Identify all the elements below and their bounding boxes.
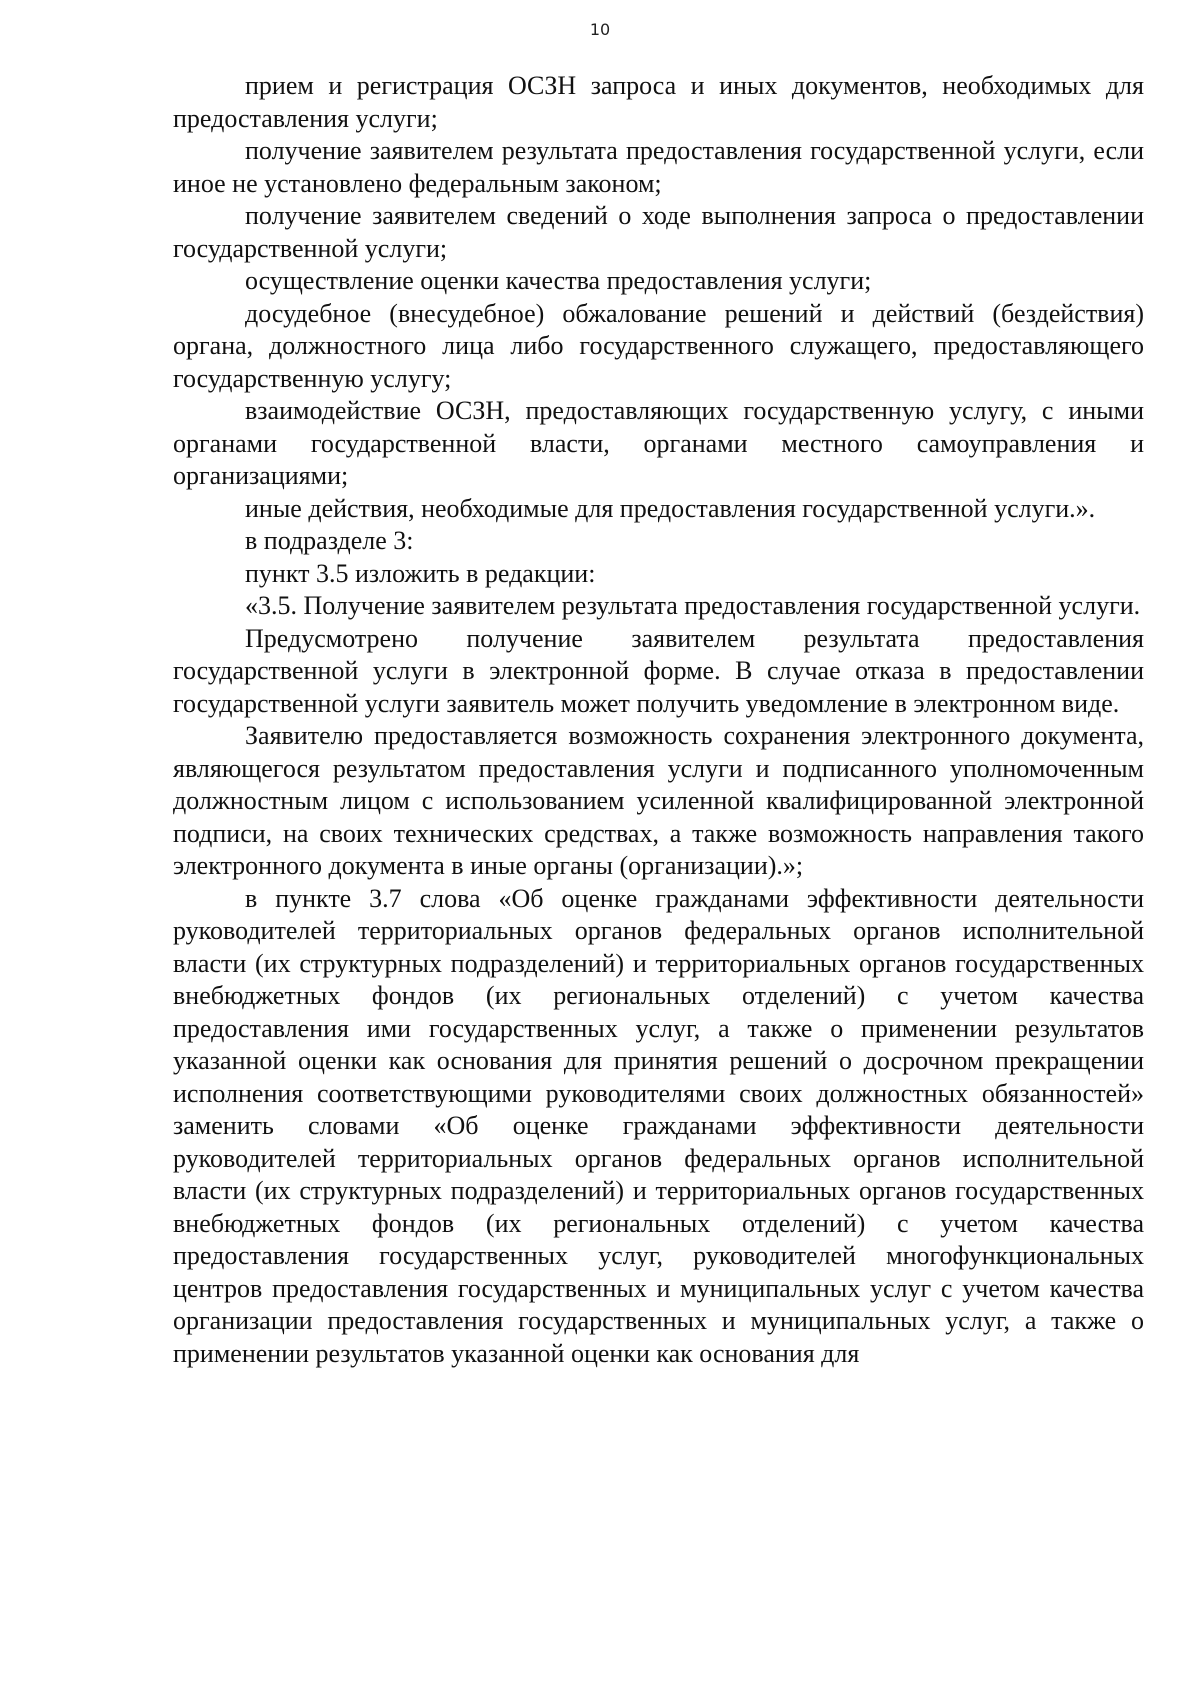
- paragraph: «3.5. Получение заявителем результата предоставления государственной услуги.: [245, 591, 1141, 620]
- paragraph: иные действия, необходимые для предоставления государственной услуги.».: [245, 493, 1096, 523]
- paragraph: взаимодействие ОСЗН, предоставляющих государственную услугу, с иными органами государственной власти, органами местного самоуправления и организациями;: [173, 396, 1144, 490]
- paragraph: досудебное (внесудебное) обжалование решений и действий (бездействия) органа, должностного лица либо государственного служащего, предоставляющего государственную услугу;: [173, 298, 1144, 393]
- paragraph: в пункте 3.7 слова «Об оценке гражданами эффективности деятельности руководителей территориальных органов федеральных органов исполнительной власти (их структурных подразделений) и территориальных органов государственных внебюджетных фондов (их региональных отделений) с учетом качества предоставления ими государственных услуг, а также о применении результатов указанной оценки как основания для принятия решений о досрочном прекращении исполнения соответствующими руководителями своих должностных обязанностей» заменить словами «Об оценке гражданами эффективности деятельности руководителей территориальных органов федеральных органов исполнительной власти (их структурных подразделений) и территориальных органов государственных внебюджетных фондов (их региональных отделений) с учетом качества предоставления государственных услуг, руководителей многофункциональных центров предоставления государственных и муниципальных услуг с учетом качества организации предоставления государственных и муниципальных услуг, а также о применении результатов указанной оценки как основания для: [173, 883, 1144, 1368]
- paragraph: осуществление оценки качества предоставления услуги;: [245, 266, 872, 295]
- paragraph: пункт 3.5 изложить в редакции:: [245, 558, 596, 588]
- document-body: [173, 70, 1144, 1370]
- paragraph: в подразделе 3:: [245, 526, 414, 555]
- paragraph: Предусмотрено получение заявителем результата предоставления государственной услуги в электронной форме. В случае отказа в предоставлении государственной услуги заявитель может получить уведомление в электронном виде.: [173, 623, 1144, 718]
- page-number: 10: [589, 20, 611, 39]
- paragraph: Заявителю предоставляется возможность сохранения электронного документа, являющегося результатом предоставления услуги и подписанного уполномоченным должностным лицом с использованием усиленной квалифицированной электронной подписи, на своих технических средствах, а также возможность направления такого электронного документа в иные органы (организации).»;: [173, 721, 1144, 880]
- paragraph: прием и регистрация ОСЗН запроса и иных документов, необходимых для предоставления услуги;: [173, 71, 1144, 133]
- paragraph: получение заявителем сведений о ходе выполнения запроса о предоставлении государственной услуги;: [173, 201, 1144, 263]
- paragraph: получение заявителем результата предоставления государственной услуги, если иное не установлено федеральным законом;: [173, 136, 1144, 198]
